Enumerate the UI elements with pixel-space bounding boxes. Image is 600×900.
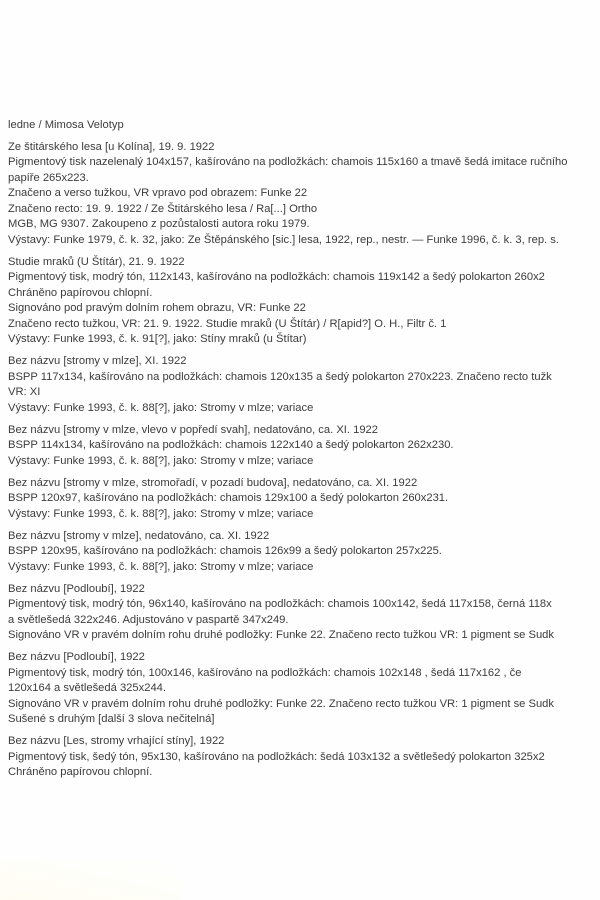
catalogue-entry-6 [8, 529, 600, 576]
entry-technique: BSPP 120x95, kašírováno na podložkách: chamois 126x99 a šedý polokarton 257x225. [8, 545, 442, 557]
entry-title: Bez názvu [Podloubí], 1922 [8, 582, 145, 595]
entry-protection: Chráněno papírovou chlopní. [8, 286, 153, 299]
entry-technique-cont: a světlešedá 322x246. Adjustováno v paspartě 347x249. [8, 613, 289, 626]
entry-title: Bez názvu [stromy v mlze, vlevo v popředí svah], nedatováno, ca. XI. 1922 [8, 423, 379, 436]
entry-exhibitions: Výstavy: Funke 1993, č. k. 88[?], jako: Stromy v mlze; variace [8, 454, 314, 467]
entry-marking-verso: Značeno a verso tužkou, VR vpravo pod obrazem: Funke 22 [8, 187, 308, 199]
entry-technique: Pigmentový tisk nazelenalý 104x157, kašírováno na podložkách: chamois 115x160 a tmavě šedá imitace ručního [8, 156, 568, 168]
entry-technique: BSPP 114x134, kašírováno na podložkách: chamois 122x140 a šedý polokarton 262x230. [8, 439, 454, 451]
catalogue-entry-4 [8, 423, 600, 470]
paper-tint [0, 860, 180, 900]
section-header: ledne / Mimosa Velotyp [8, 119, 124, 131]
entry-technique: BSPP 117x134, kašírováno na podložkách: chamois 120x135 a šedý polokarton 270x223. Značeno recto tužk [8, 370, 552, 383]
entry-exhibitions: Výstavy: Funke 1993, č. k. 91[?], jako: Stíny mraků (u Štítar) [8, 333, 307, 345]
entry-provenance: MGB, MG 9307. Zakoupeno z pozůstalosti autora roku 1979. [8, 218, 310, 230]
entry-title: Bez názvu [stromy v mlze], nedatováno, ca. XI. 1922 [8, 529, 270, 542]
entry-exhibitions: Výstavy: Funke 1993, č. k. 88[?], jako: Stromy v mlze; variace [8, 507, 314, 520]
entry-title: Bez názvu [stromy v mlze, stromořadí, v pozadí budova], nedatováno, ca. XI. 1922 [8, 476, 418, 489]
entry-technique-cont: VR: XI [8, 386, 41, 398]
entry-title: Bez názvu [Les, stromy vrhající stíny], 1922 [8, 735, 225, 747]
entry-signature: Signováno pod pravým dolním rohem obrazu, VR: Funke 22 [8, 302, 306, 314]
entry-technique: Pigmentový tisk, modrý tón, 100x146, kašírováno na podložkách: chamois 102x148 , šedá 117x162 , če [8, 666, 522, 679]
catalogue-entry-5 [8, 476, 600, 523]
entry-technique-cont: 120x164 a světlešedá 325x244. [8, 682, 166, 694]
catalogue-entry-1 [8, 140, 600, 249]
entry-exhibitions: Výstavy: Funke 1993, č. k. 88[?], jako: Stromy v mlze; variace [8, 401, 314, 414]
entry-technique-cont: papíře 265x223. [8, 171, 89, 184]
entry-exhibitions: Výstavy: Funke 1979, č. k. 32, jako: Ze Štěpánského [sic.] lesa, 1922, rep., nestr. — Funke 1996, č. k. 3, rep. s. [8, 233, 559, 246]
catalogue-entry-2 [8, 255, 600, 348]
entry-note: Sušené s druhým [další 3 slova nečitelná] [8, 713, 215, 725]
entry-exhibitions: Výstavy: Funke 1993, č. k. 88[?], jako: Stromy v mlze; variace [8, 560, 314, 573]
entry-technique: Pigmentový tisk, modrý tón, 96x140, kašírováno na podložkách: chamois 100x142, šedá 117x158, černá 118x [8, 598, 552, 610]
catalogue-entry-9 [8, 734, 600, 781]
entry-marking-recto: Značeno recto tužkou, VR: 21. 9. 1922. Studie mraků (U Štítár) / R[apid?] O. H., Filtr č. 1 [8, 317, 447, 330]
entry-signature: Signováno VR v pravém dolním rohu druhé podložky: Funke 22. Značeno recto tužkou VR: 1 pigment se Sudk [8, 697, 555, 710]
entry-title: Studie mraků (U Štítár), 21. 9. 1922 [8, 255, 185, 268]
entry-title: Ze štitárského lesa [u Kolína], 19. 9. 1922 [8, 140, 215, 153]
entry-title: Bez názvu [stromy v mlze], XI. 1922 [8, 355, 187, 367]
entry-title: Bez názvu [Podloubí], 1922 [8, 651, 145, 663]
entry-marking-recto: Značeno recto: 19. 9. 1922 / Ze Štitárského lesa / Ra[...] Ortho [8, 202, 318, 215]
catalogue-entry-7 [8, 582, 600, 644]
entry-technique: Pigmentový tisk, modrý tón, 112x143, kašírováno na podložkách: chamois 119x142 a šedý polokarton 260x2 [8, 271, 545, 283]
catalogue-page [8, 118, 600, 787]
entry-signature: Signováno VR v pravém dolním rohu druhé podložky: Funke 22. Značeno recto tužkou VR: 1 pigment se Sudk [8, 629, 555, 641]
entry-technique: BSPP 120x97, kašírováno na podložkách: chamois 129x100 a šedý polokarton 260x231. [8, 492, 449, 504]
entry-protection: Chráněno papírovou chlopní. [8, 766, 153, 778]
entry-technique: Pigmentový tisk, šedý tón, 95x130, kašírováno na podložkách: šedá 103x132 a světlešedý polokarton 325x2 [8, 750, 545, 763]
catalogue-entry-8 [8, 650, 600, 728]
catalogue-entry-3 [8, 354, 600, 416]
